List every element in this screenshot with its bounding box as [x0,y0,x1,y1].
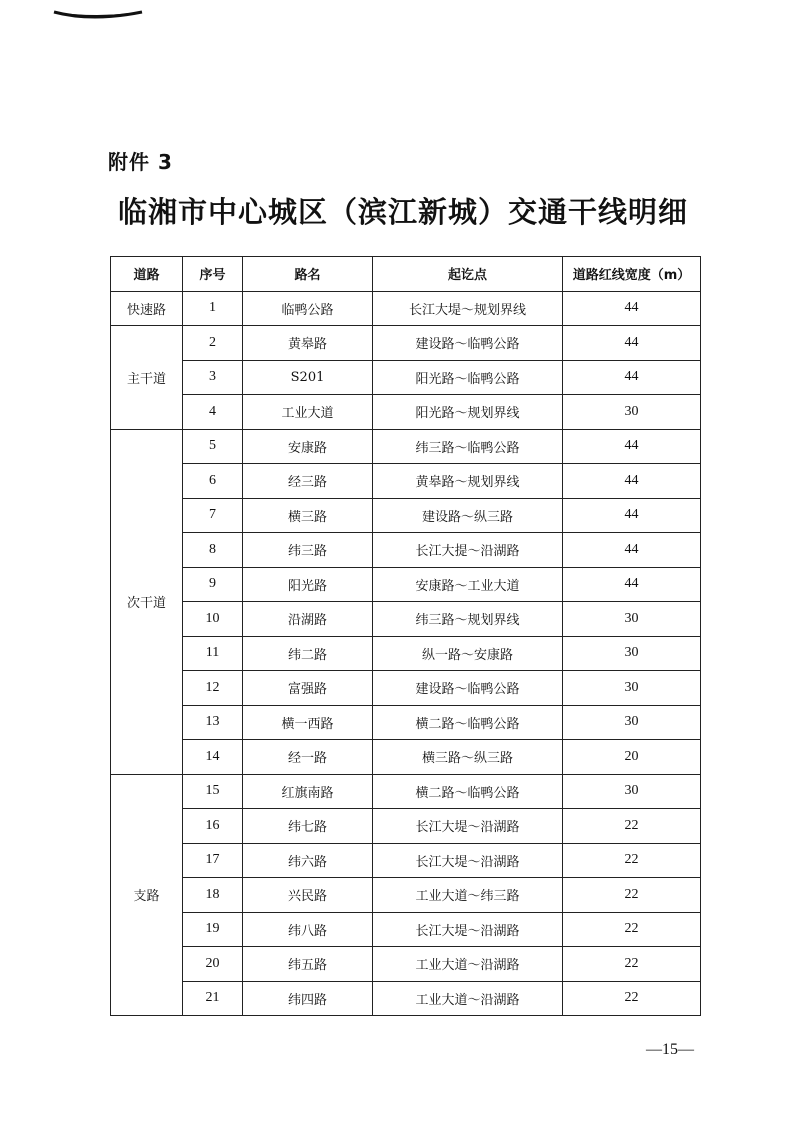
road-index-cell: 5 [183,429,243,464]
road-width-cell: 30 [563,705,701,740]
road-name-cell: 纬六路 [243,843,373,878]
road-index-cell: 9 [183,567,243,602]
road-range-cell: 长江大堤～沿湖路 [373,912,563,947]
road-range-cell: 工业大道～沿湖路 [373,981,563,1016]
header-range: 起讫点 [373,257,563,292]
road-range-cell: 安康路～工业大道 [373,567,563,602]
table-body [111,291,701,1016]
road-name-cell: 临鸭公路 [243,291,373,326]
road-index-cell: 4 [183,395,243,430]
road-width-cell: 22 [563,843,701,878]
road-range-cell: 黄皋路～规划界线 [373,464,563,499]
road-name-cell: 纬四路 [243,981,373,1016]
road-range-cell: 长江大堤～规划界线 [373,291,563,326]
road-index-cell: 15 [183,774,243,809]
table-row [111,912,701,947]
table-row [111,843,701,878]
road-name-cell: 经一路 [243,740,373,775]
road-name-cell: 沿湖路 [243,602,373,637]
road-width-cell: 30 [563,671,701,706]
road-width-cell: 22 [563,912,701,947]
road-range-cell: 建设路～临鸭公路 [373,326,563,361]
road-width-cell: 44 [563,533,701,568]
page-number: —15— [646,1041,694,1058]
road-name-cell: 工业大道 [243,395,373,430]
road-name-cell: 纬三路 [243,533,373,568]
table-row [111,291,701,326]
road-name-cell: 阳光路 [243,567,373,602]
road-name-cell: 纬二路 [243,636,373,671]
road-name-cell: 红旗南路 [243,774,373,809]
table-row [111,878,701,913]
road-name-cell: 横一西路 [243,705,373,740]
road-range-cell: 横二路～临鸭公路 [373,705,563,740]
road-index-cell: 16 [183,809,243,844]
road-width-cell: 30 [563,636,701,671]
road-index-cell: 13 [183,705,243,740]
road-range-cell: 工业大道～沿湖路 [373,947,563,982]
road-range-cell: 纬三路～规划界线 [373,602,563,637]
road-index-cell: 8 [183,533,243,568]
road-range-cell: 横三路～纵三路 [373,740,563,775]
table-row [111,464,701,499]
table-row [111,671,701,706]
road-width-cell: 44 [563,498,701,533]
road-name-cell: 纬七路 [243,809,373,844]
table-row [111,533,701,568]
road-range-cell: 阳光路～临鸭公路 [373,360,563,395]
document-title: 临湘市中心城区（滨江新城）交通干线明细 [117,195,688,229]
road-width-cell: 44 [563,567,701,602]
road-name-cell: 纬五路 [243,947,373,982]
road-width-cell: 44 [563,291,701,326]
table-row [111,636,701,671]
road-index-cell: 12 [183,671,243,706]
road-width-cell: 22 [563,947,701,982]
road-width-cell: 44 [563,360,701,395]
road-index-cell: 20 [183,947,243,982]
road-category-cell: 次干道 [111,429,183,774]
road-name-cell: 纬八路 [243,912,373,947]
road-index-cell: 7 [183,498,243,533]
road-name-cell: 经三路 [243,464,373,499]
table-row [111,809,701,844]
road-width-cell: 44 [563,326,701,361]
table-row [111,981,701,1016]
road-range-cell: 建设路～纵三路 [373,498,563,533]
road-width-cell: 22 [563,878,701,913]
attachment-label: 附件 3 [108,150,173,174]
table-header-row [111,257,701,292]
road-width-cell: 22 [563,809,701,844]
header-index: 序号 [183,257,243,292]
table-row [111,498,701,533]
road-index-cell: 2 [183,326,243,361]
road-index-cell: 14 [183,740,243,775]
road-index-cell: 18 [183,878,243,913]
road-width-cell: 20 [563,740,701,775]
table-row [111,705,701,740]
road-index-cell: 19 [183,912,243,947]
road-range-cell: 阳光路～规划界线 [373,395,563,430]
road-category-cell: 快速路 [111,291,183,326]
road-category-cell: 支路 [111,774,183,1016]
road-width-cell: 30 [563,602,701,637]
table-row [111,326,701,361]
road-index-cell: 17 [183,843,243,878]
binding-mark [52,6,144,22]
road-width-cell: 44 [563,464,701,499]
road-index-cell: 10 [183,602,243,637]
header-name: 路名 [243,257,373,292]
road-name-cell: 黄皋路 [243,326,373,361]
road-range-cell: 工业大道～纬三路 [373,878,563,913]
header-category: 道路 [111,257,183,292]
table-row [111,602,701,637]
road-range-cell: 长江大堤～沿湖路 [373,843,563,878]
road-range-cell: 长江大堤～沿湖路 [373,809,563,844]
road-width-cell: 30 [563,395,701,430]
header-width: 道路红线宽度（m） [563,257,701,292]
road-width-cell: 22 [563,981,701,1016]
road-category-cell: 主干道 [111,326,183,430]
table-row [111,947,701,982]
road-name-cell: 兴民路 [243,878,373,913]
road-table [110,256,701,1016]
road-name-cell: 富强路 [243,671,373,706]
road-range-cell: 长江大提～沿湖路 [373,533,563,568]
road-range-cell: 纬三路～临鸭公路 [373,429,563,464]
road-name-cell: S201 [243,360,373,395]
road-index-cell: 11 [183,636,243,671]
table-row [111,567,701,602]
road-name-cell: 安康路 [243,429,373,464]
road-width-cell: 30 [563,774,701,809]
road-width-cell: 44 [563,429,701,464]
table-row [111,740,701,775]
road-index-cell: 6 [183,464,243,499]
road-name-cell: 横三路 [243,498,373,533]
road-range-cell: 横二路～临鸭公路 [373,774,563,809]
table-row [111,774,701,809]
road-index-cell: 1 [183,291,243,326]
road-range-cell: 建设路～临鸭公路 [373,671,563,706]
road-range-cell: 纵一路～安康路 [373,636,563,671]
road-index-cell: 3 [183,360,243,395]
table-row [111,360,701,395]
table-row [111,429,701,464]
table-row [111,395,701,430]
road-index-cell: 21 [183,981,243,1016]
